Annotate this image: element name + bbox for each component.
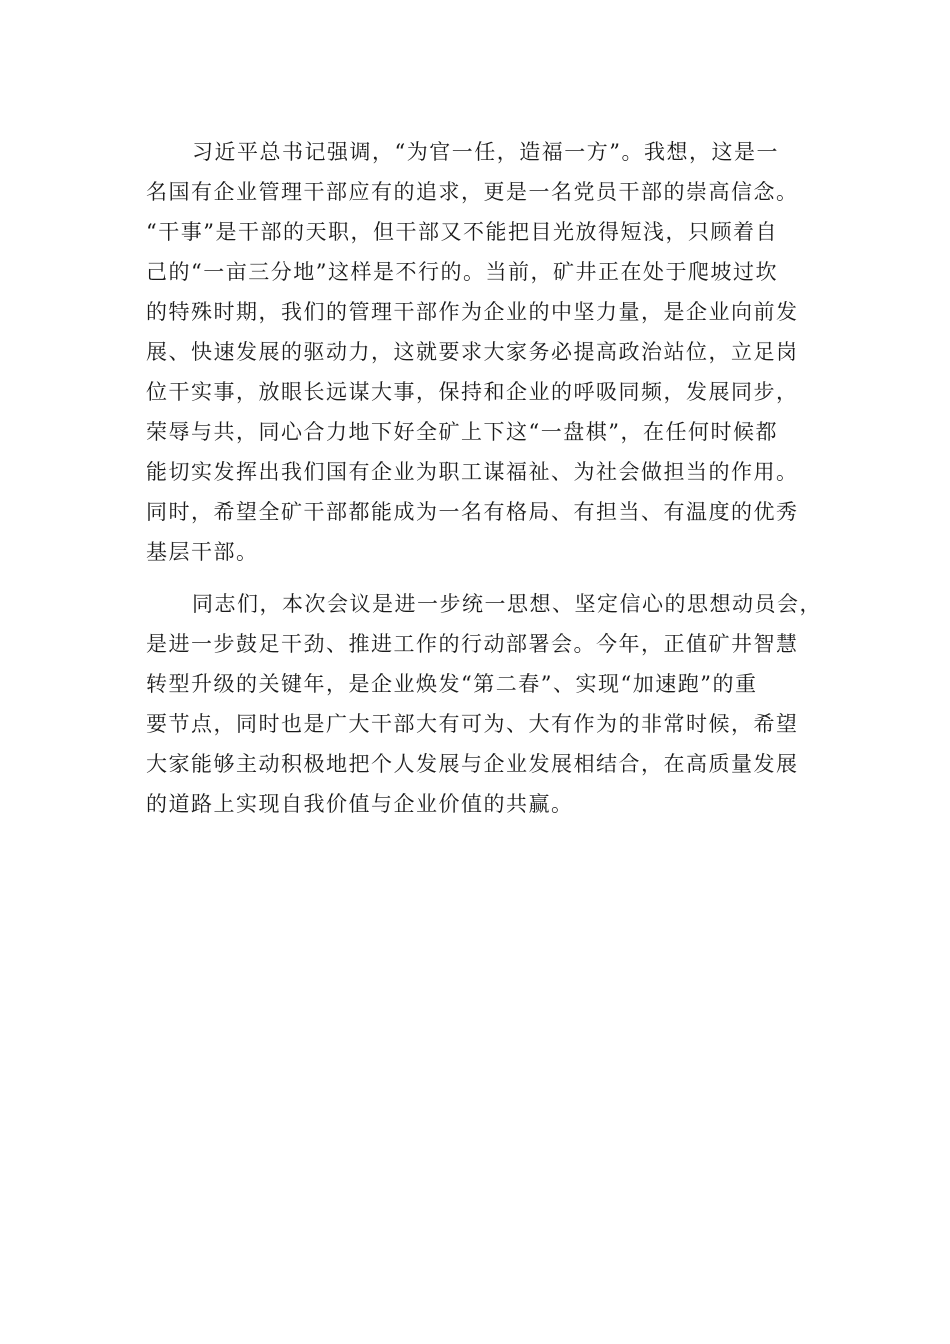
text-line: 同时，希望全矿干部都能成为一名有格局、有担当、有温度的优秀	[146, 500, 799, 524]
text-line: 要节点，同时也是广大干部大有可为、大有作为的非常时候，希望	[146, 712, 799, 736]
text-line: 名国有企业管理干部应有的追求，更是一名党员干部的崇高信念。	[146, 180, 799, 204]
text-line: 是进一步鼓足干劲、推进工作的行动部署会。今年，正值矿井智慧	[146, 632, 799, 656]
text-line: 的道路上实现自我价值与企业价值的共赢。	[146, 792, 574, 816]
text-line: “干事”是干部的天职，但干部又不能把目光放得短浅，只顾着自	[146, 220, 778, 244]
text-line: 基层干部。	[146, 540, 259, 564]
text-line: 位干实事，放眼长远谋大事，保持和企业的呼吸同频，发展同步，	[146, 380, 799, 404]
paragraph-2	[146, 584, 822, 824]
text-line: 转型升级的关键年，是企业焕发“第二春”、实现“加速跑”的重	[146, 672, 758, 696]
text-line: 荣辱与共，同心合力地下好全矿上下这“一盘棋”，在任何时候都	[146, 420, 778, 444]
text-line: 能切实发挥出我们国有企业为职工谋福祉、为社会做担当的作用。	[146, 460, 799, 484]
text-line: 己的“一亩三分地”这样是不行的。当前，矿井正在处于爬坡过坎	[146, 260, 778, 284]
paragraph-1	[146, 132, 806, 572]
text-line: 同志们，本次会议是进一步统一思想、坚定信心的思想动员会，	[192, 592, 822, 616]
text-line: 习近平总书记强调，“为官一任，造福一方”。我想，这是一	[192, 140, 779, 164]
document-body	[146, 132, 822, 824]
text-line: 展、快速发展的驱动力，这就要求大家务必提高政治站位，立足岗	[146, 340, 799, 364]
text-line: 大家能够主动积极地把个人发展与企业发展相结合，在高质量发展	[146, 752, 799, 776]
text-line: 的特殊时期，我们的管理干部作为企业的中坚力量，是企业向前发	[146, 300, 799, 324]
